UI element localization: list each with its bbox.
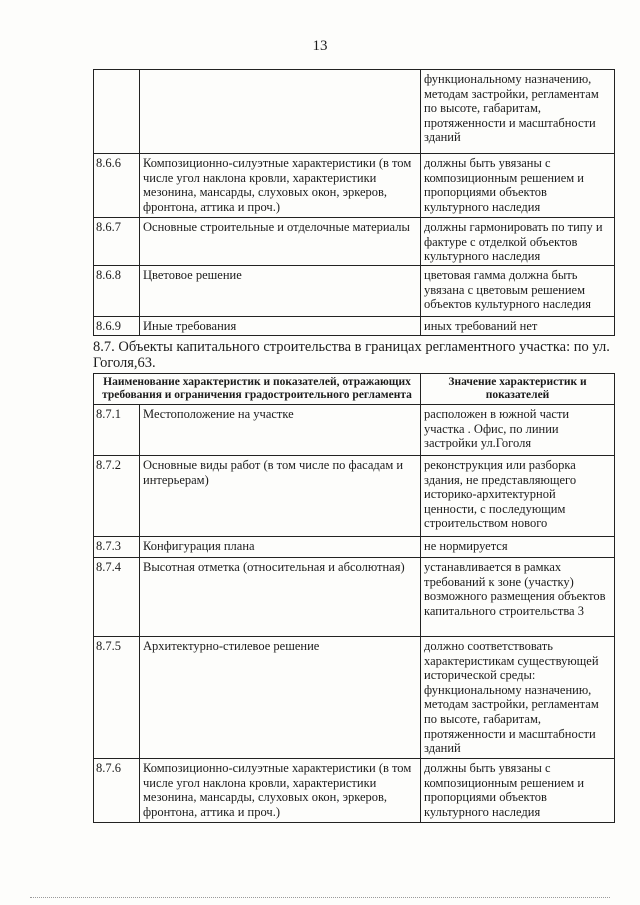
table-row	[94, 405, 615, 456]
characteristic-value: устанавливается в рамках требований к зоне (участку) возможного размещения объектов капитального строительства 3	[421, 558, 615, 637]
table-row	[94, 558, 615, 637]
characteristic-value: функциональному назначению, методам застройки, регламентам по высоте, габаритам, протяженности и масштабности зданий	[421, 70, 615, 154]
table-row	[94, 317, 615, 336]
table-row	[94, 154, 615, 218]
characteristic-name: Архитектурно-стилевое решение	[140, 637, 421, 759]
characteristic-value: должно соответствовать характеристикам существующей исторической среды: функциональному назначению, методам застройки, регламентам по высоте, габаритам, протяженности и масштабности зданий	[421, 637, 615, 759]
table-body	[94, 405, 615, 823]
characteristic-name: Цветовое решение	[140, 266, 421, 317]
characteristic-value: должны гармонировать по типу и фактуре с отделкой объектов культурного наследия	[421, 218, 615, 266]
table-row	[94, 537, 615, 558]
table-row	[94, 266, 615, 317]
table-row	[94, 637, 615, 759]
row-number: 8.6.9	[94, 317, 140, 336]
row-number: 8.7.4	[94, 558, 140, 637]
row-number: 8.7.5	[94, 637, 140, 759]
characteristic-name: Иные требования	[140, 317, 421, 336]
header-characteristic-name: Наименование характеристик и показателей, отражающих требования и ограничения градостроительного регламента	[94, 374, 421, 405]
regulation-table-8-6	[93, 69, 615, 336]
header-row	[94, 374, 615, 405]
characteristic-name: Основные виды работ (в том числе по фасадам и интерьерам)	[140, 456, 421, 537]
characteristic-value: расположен в южной части участка . Офис, по линии застройки ул.Гоголя	[421, 405, 615, 456]
characteristic-name: Композиционно-силуэтные характеристики (в том числе угол наклона кровли, характеристики мезонина, мансарды, слуховых окон, эркеров, фронтона, аттика и проч.)	[140, 154, 421, 218]
table-row	[94, 70, 615, 154]
header-characteristic-value: Значение характеристик и показателей	[421, 374, 615, 405]
table-row	[94, 218, 615, 266]
row-number: 8.6.8	[94, 266, 140, 317]
row-number: 8.6.7	[94, 218, 140, 266]
section-heading: 8.7. Объекты капитального строительства в границах регламентного участка: по ул. Гоголя,63.	[93, 339, 610, 371]
characteristic-name: Местоположение на участке	[140, 405, 421, 456]
row-number	[94, 70, 140, 154]
characteristic-name: Высотная отметка (относительная и абсолютная)	[140, 558, 421, 637]
regulation-table-8-7	[93, 373, 615, 823]
table-row	[94, 456, 615, 537]
table-body	[94, 70, 615, 336]
row-number: 8.7.3	[94, 537, 140, 558]
scan-footer-dotted-line	[30, 897, 610, 900]
row-number: 8.6.6	[94, 154, 140, 218]
characteristic-name: Конфигурация плана	[140, 537, 421, 558]
characteristic-name: Композиционно-силуэтные характеристики (в том числе угол наклона кровли, характеристики мезонина, мансарды, слуховых окон, эркеров, фронтона, аттика и проч.)	[140, 759, 421, 823]
characteristic-name: Основные строительные и отделочные материалы	[140, 218, 421, 266]
characteristic-value: иных требований нет	[421, 317, 615, 336]
row-number: 8.7.1	[94, 405, 140, 456]
row-number: 8.7.2	[94, 456, 140, 537]
page-number: 13	[312, 38, 328, 54]
characteristic-value: реконструкция или разборка здания, не представляющего историко-архитектурной ценности, с последующим строительством нового	[421, 456, 615, 537]
characteristic-value: цветовая гамма должна быть увязана с цветовым решением объектов культурного наследия	[421, 266, 615, 317]
characteristic-value: не нормируется	[421, 537, 615, 558]
characteristic-name	[140, 70, 421, 154]
characteristic-value: должны быть увязаны с композиционным решением и пропорциями объектов культурного наследия	[421, 759, 615, 823]
table-header	[94, 374, 615, 405]
row-number: 8.7.6	[94, 759, 140, 823]
table-row	[94, 759, 615, 823]
characteristic-value: должны быть увязаны с композиционным решением и пропорциями объектов культурного наследия	[421, 154, 615, 218]
